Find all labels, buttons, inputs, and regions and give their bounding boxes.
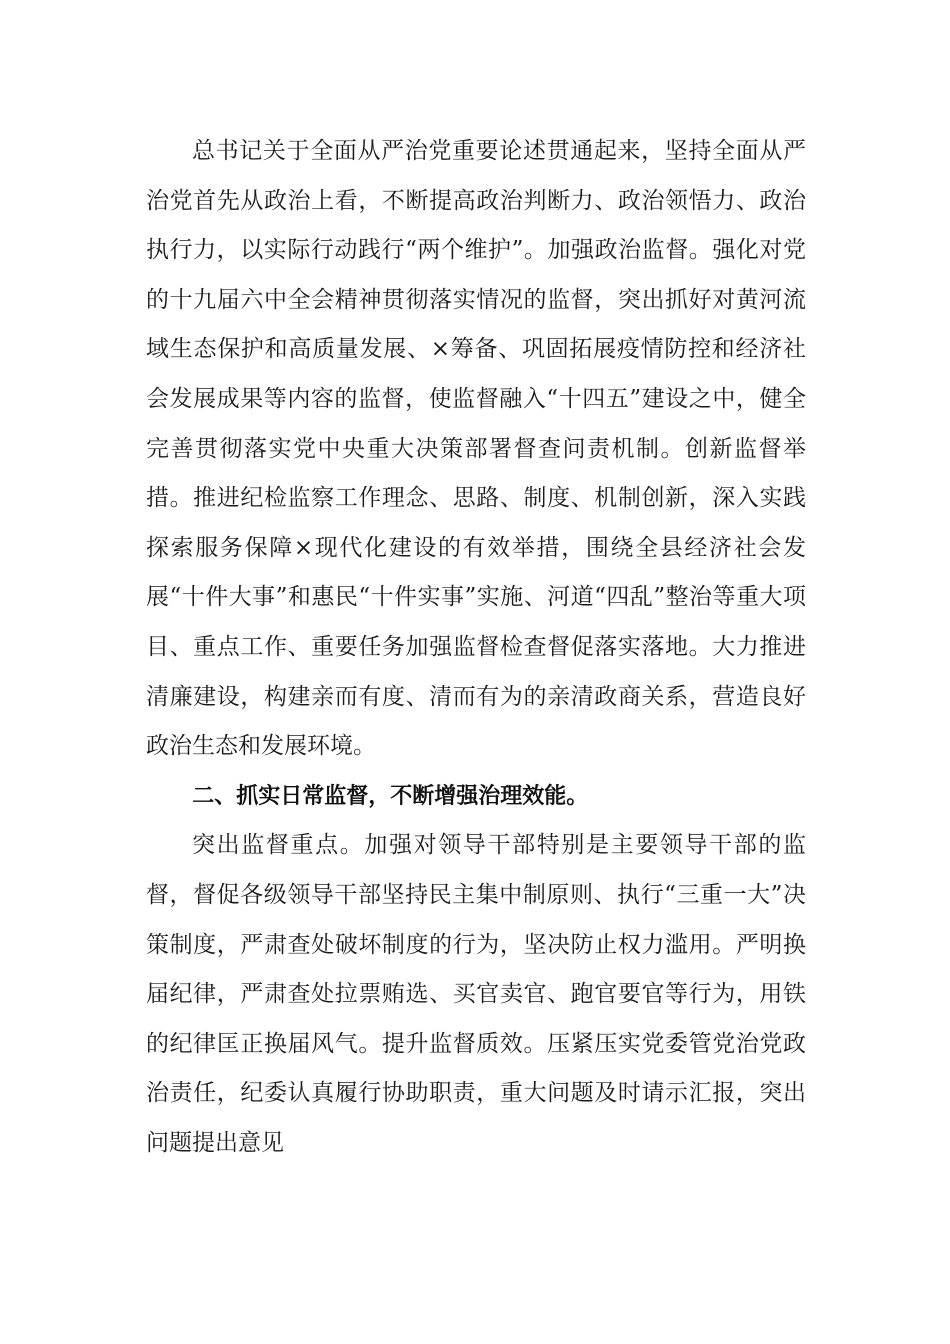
section-heading-daily-supervision: 二、抓实日常监督，不断增强治理效能。 [192, 783, 589, 809]
paragraph-political-supervision: 总书记关于全面从严治党重要论述贯通起来，坚持全面从严治党首先从政治上看，不断提高政治判断力、政治领悟力、政治执行力，以实际行动践行“两个维护”。加强政治监督。强化对党的十九届六中全会精神贯彻落实情况的监督，突出抓好对黄河流域生态保护和高质量发展、×筹备、巩固拓展疫情防控和经济社会发展成果等内容的监督，使监督融入“十四五”建设之中，健全完善贯彻落实党中央重大决策部署督查问责机制。创新监督举措。推进纪检监察工作理念、思路、制度、机制创新，深入实践探索服务保障×现代化建设的有效举措，围绕全县经济社会发展“十件大事”和惠民“十件实事”实施、河道“四乱”整治等重大项目、重点工作、重要任务加强监督检查督促落实落地。大力推进清廉建设，构建亲而有度、清而有为的亲清政商关系，营造良好政治生态和发展环境。 [146, 138, 806, 760]
document-body [146, 127, 806, 1168]
paragraph-supervision-focus: 突出监督重点。加强对领导干部特别是主要领导干部的监督，督促各级领导干部坚持民主集中制原则、执行“三重一大”决策制度，严肃查处破坏制度的行为，坚决防止权力滥用。严明换届纪律，严肃查处拉票贿选、买官卖官、跑官要官等行为，用铁的纪律匡正换届风气。提升监督质效。压紧压实党委管党治党政治责任，纪委认真履行协助职责，重大问题及时请示汇报，突出问题提出意见 [146, 832, 806, 1156]
